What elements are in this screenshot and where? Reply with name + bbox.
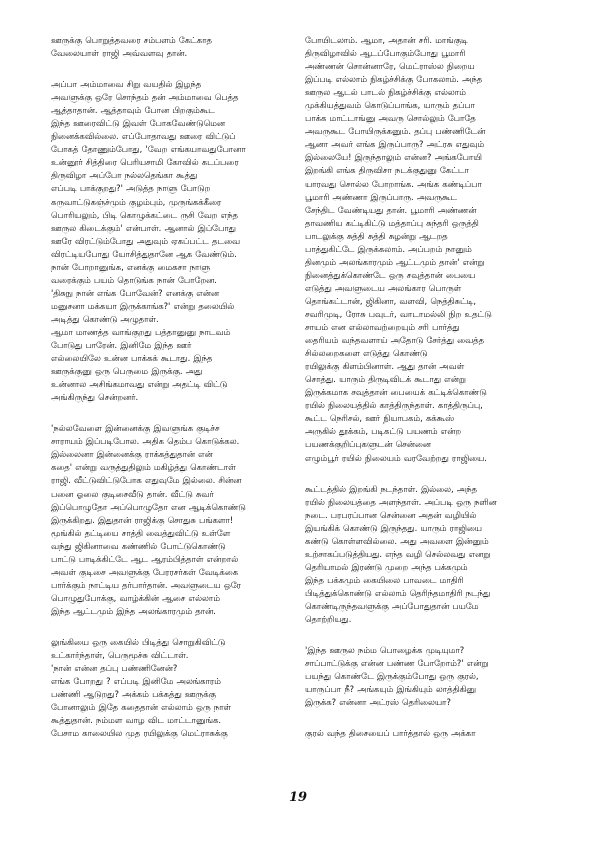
text-line: அவள் குடிசை அவளுக்கு பேரரசர்கள் வேடிக்கை — [51, 566, 239, 577]
text-line: 'நான் என்ன தப்பு பண்ணினேன்? — [51, 663, 178, 674]
text-line: எல்லையிலே உன்ன பாக்கக் கூடாது. இந்த — [51, 353, 213, 364]
text-line: எப்படி பாக்குறது?' அடுத்த நாளு போடுற — [51, 183, 211, 194]
text-line: ரயிலுக்கு கிளம்பினாள். ஆது தான் அவள் — [305, 361, 465, 372]
text-line: வந்து ஜிகினாவை கண்ணில் போட்டுகொண்டு — [51, 540, 226, 551]
text-line: ஊருல ஆடல் பாடல் நிகழ்ச்சிக்கு எல்லாம் — [305, 87, 466, 98]
text-line: சவரிமுடி, ரோசு பவுடர், வாடாமல்லி நிற உதட்டு — [305, 308, 492, 319]
text-line: யாரவது சொல்ல போறாங்க. அங்க கண்டிப்பா — [305, 178, 482, 189]
text-line: இந்த பக்கமும் கையிலை பாவடை மாதிரி — [305, 574, 464, 585]
text-line: ஊருல கிடைக்கும்' என்பாள். ஆனால் இப்போது — [51, 222, 236, 233]
text-line: இருக்கமாக சவுத்தான் பையைக் கட்டிக்கொண்டு — [305, 387, 487, 398]
text-line: சாப்பாட்டுக்கு என்ன பண்ண போறோம்?' என்று — [305, 658, 489, 669]
text-line: நினைக்கவில்லை. எப்போதாவது ஊரை விட்டுப் — [51, 131, 236, 142]
text-line: நடை. பரபரப்பான சென்னை அதன் வழியில் — [305, 509, 477, 520]
text-line: கண்டு கொள்ளவில்லை. அது அவளை இன்னும் — [305, 535, 489, 546]
text-line: அண்ணன் சொன்னாரே, மெட்ராஸ்ல நிறைய — [305, 61, 475, 72]
text-line: வரைக்கும் பயம் தொடுங்க நான் போறேன. — [51, 274, 217, 285]
right-paragraph — [305, 644, 560, 709]
text-line: ஊருக்கு பொறுத்தவரை சம்பளம் கேட்காத — [51, 35, 212, 45]
text-line: பாட்டு பாடிக்கிட்டே ஆட ஆரம்பித்தாள் என்றால் — [51, 553, 239, 564]
text-line: தெரியாமல் இரண்டு முறை அந்த பக்கமும் — [305, 561, 468, 572]
text-line: தினமும் அலங்காரமும் ஆட்டமும் தான்' என்று — [305, 256, 485, 267]
text-line: தொங்கட்டான், ஜிகினா, வளவி, நெத்திசுட்டி, — [305, 295, 476, 306]
text-line: இருக்கிறது. இதுதான் ராஜிக்கு சொதுசு பங்களா! — [51, 514, 234, 525]
text-line: சில்லறைகளை எடுத்து கொண்டு — [305, 348, 428, 359]
text-line: எழும்பூர் ரயில் நிலையம் வரவேற்றது ராஜியை. — [305, 452, 487, 463]
text-line: அவளுக்கு ஒரே சொந்தம் தன் அம்மாவை பெத்த — [51, 92, 239, 103]
text-line: சேந்திட வேண்டியது தான். பூமாரி அண்ணன் — [305, 204, 477, 215]
text-line: ஆத்தாதான். ஆத்தாவும் போன பிறகும்கூட — [51, 105, 215, 116]
text-line: இந்த ஆட்டமும் இந்த அலங்காரமும் தான். — [51, 605, 216, 616]
text-line: பிடித்துக்கொண்டு எல்லாம் தெரிந்தமாதிரி நடந்து — [305, 587, 491, 598]
text-line: இந்த ஊரைவிட்டு இவள் போகவேண்டுமென — [51, 118, 226, 129]
text-line: எடுத்து அவளுடைய அலங்கார பொருள் — [305, 282, 462, 293]
text-line: போடுது பாரேன். இனிமே இந்த ஊர் — [51, 340, 192, 351]
left-paragraph — [51, 636, 306, 740]
text-line: யாருப்பா நீ? அங்கயும் இங்கியும் லாத்திகினு — [305, 684, 477, 695]
text-line: போகத் தோணும்போது, 'வேற எங்கயாவதுபோனா — [51, 144, 246, 155]
text-line: ஆமா மாணத்த வாங்குறது பத்தானுனு நாடவம் — [51, 326, 231, 337]
text-line: பேசாம காலையில முத ரயிலுக்கு மெட்ராசுக்கு — [51, 728, 228, 739]
text-line: சொத்து. யாரும் திருடிவிடக் கூடாது என்று — [305, 374, 466, 385]
text-line: ஆனா அவர் எங்க இருப்பாரு? அட்ரசு எதுவும் — [305, 139, 485, 150]
right-paragraph — [305, 727, 560, 740]
text-line: லுங்கியை ஒரு கையில் பிடித்து சொறுகிவிட்டு — [51, 636, 226, 647]
text-line: கூத்துதான். நம்மள வாழ விட மாட்டானுங்க. — [51, 715, 222, 726]
right-paragraph — [305, 483, 560, 627]
text-line: குரல் வந்த திசையைப் பார்த்தால் ஒரு அக்கா — [305, 728, 476, 739]
text-line: உற்சாகப்படுத்தியது. எந்த வழி செல்லவது எனறு — [305, 548, 491, 559]
left-paragraph — [51, 34, 306, 60]
text-line: உன்னூர் சித்திரை பெரியசாமி கோவில் கடப்பரை — [51, 157, 239, 168]
text-line: பாடலுக்கு சுத்தி சுத்தி சுழன்று ஆடறத — [305, 230, 448, 241]
text-line: நினைத்துக்கொண்டே ஒரு சவுத்தான் பையை — [305, 269, 476, 280]
text-line: நான் போறானுங்க, எனக்கு மைகசா நாளு — [51, 261, 211, 272]
text-line: பார்க்கும் நாட்டிய தர்பார்தான். அவளுடைய ஒரே — [51, 579, 241, 590]
text-line: சாராயம் இப்படிபோல. அதிக தெம்ப கொடுக்கல. — [51, 436, 240, 447]
text-line: இப்படி எல்லாம் நிகழ்ச்சிக்கு போகலாம். அந்த — [305, 74, 483, 85]
text-line: வேலையாள் ராஜி அவ்வளவு தான். — [51, 48, 188, 59]
text-line: பயணக்குறிப்புகளுடன் சென்னை — [305, 439, 431, 450]
left-paragraph — [51, 422, 306, 618]
right-paragraph — [305, 34, 560, 465]
text-line: கருவாட்டுகஞ்ச்மும் குழம்பும், முருங்கக்கீரை — [51, 196, 222, 207]
text-line: எங்க போறது ? எப்படி இனிமே அலங்காரம் — [51, 676, 221, 687]
text-line: 'திசுநு நான் எங்க போவேன்? எனக்கு என்ன — [51, 287, 220, 298]
text-line: திருவிழாவில் ஆடப்போகும்போது பூமாரி — [305, 48, 466, 59]
text-line: கதை' என்று வருத்துதிலும் மகிழ்த்து கொண்டாள் — [51, 462, 236, 473]
text-line: ரயில் நிலையத்தில் காத்திருந்தாள். காத்திருப்பு, — [305, 400, 483, 411]
text-line: பூமாரி அண்ணா இருப்பாரு. அவருகூட — [305, 191, 458, 202]
text-line: ஊரே விரட்டும்போது அதுவும் ஏகப்பட்ட தடவை — [51, 235, 241, 246]
text-line: முக்கியத்துவம் கொடுப்பாங்க, யாரும் தப்பா — [305, 100, 475, 111]
text-line: கூட்டத்தில் இறங்கி நடந்தாள். இல்லை, அந்த — [305, 483, 477, 494]
text-line: இறங்கி எங்க திருவிசா நடக்குதுனு கேட்டா — [305, 165, 469, 176]
text-line: ஊருக்குனு ஒரு பெருமை இருக்கு. அது — [51, 366, 203, 377]
text-line: அருகில் தூக்கம், படிகட்டு பயணம் என்ற — [305, 426, 462, 437]
text-line: கொண்டிருந்தவளுக்கு அப்போதுதான் பயமே — [305, 600, 479, 611]
text-line: போனாலும் இதே கதைதான் எல்லாம் ஒரு நாள் — [51, 702, 232, 713]
text-line: விரட்டியபோது யோசித்துதானே ஆக வேண்டும். — [51, 248, 237, 259]
text-line: பொழுதுபோக்கு, வாழ்க்கின் ஆசை எல்லாம் — [51, 592, 220, 603]
left-column — [51, 34, 306, 740]
left-paragraph — [51, 78, 306, 404]
text-line: பண்ணி ஆடுறது? அக்கம் பக்கத்து ஊருக்கு — [51, 689, 216, 700]
right-column — [305, 34, 560, 740]
text-line: 'இந்த ஊருல நம்ம பொழைக்க முடியுமா? — [305, 645, 465, 656]
text-line: பாத்துகிட்டே இருக்கலாம். அப்பறம் நானும் — [305, 243, 472, 254]
text-line: போயிடலாம். ஆமா, அதான் சரி. மாங்குடி — [305, 35, 468, 45]
text-line: இயங்கிக் கொண்டு இருந்தது. யாரும் ராஜியை — [305, 522, 482, 533]
text-line: மனுசனா மக்கயா இருக்காங்க?' என்று தலையில் — [51, 300, 235, 311]
text-line: உட்கார்ந்தாள், பெருமூச்சு விட்டாள். — [51, 650, 189, 661]
text-line: பயந்து கொண்டே இருக்கும்போது ஒரு குரல், — [305, 671, 479, 682]
text-line: அடித்து கொண்டு அழுதாள். — [51, 313, 159, 324]
text-line: பாக்க மாட்டாங்னு அவரு சொல்லும் போதே — [305, 113, 476, 124]
text-line: சாயம் என எல்லாவற்றையும் சரி பார்த்து — [305, 322, 460, 333]
text-line: ராஜி. வீட்டுவிட்டுபோக எதுவுமே இல்லை. சின்ன — [51, 475, 242, 486]
text-line: அப்பா அம்மாவை சிறு வயதில் இழந்த — [51, 79, 202, 90]
text-line: அங்கிருந்து சென்றனர். — [51, 392, 139, 403]
page-number: 19 — [288, 790, 308, 805]
text-line: தைரியம் வந்தவளாய் அதோடு சேர்த்து வைத்த — [305, 335, 485, 346]
text-line: பனை ஓலை குடிசைவீடு தான். வீட்டு சுவர் — [51, 488, 214, 499]
text-line: மூங்கில் தட்டியை சாத்தி வைத்துவிட்டு உள்ளே — [51, 527, 231, 538]
text-line: ரயில் நிலையத்தை அளந்தாள். அப்படி ஒரு நளின — [305, 496, 497, 507]
text-line: உன்னால அசிங்கமாவது என்று அதட்டி விட்டு — [51, 379, 228, 390]
text-line: இல்லைனா இன்னைக்கு ராக்கத்துதான் என் — [51, 449, 213, 460]
text-line: இல்லையே! இருந்தாலும் என்ன? அங்கபோயி — [305, 152, 482, 163]
text-line: இருக்க? என்னா அட்ரஸ் தெரிலையா? — [305, 697, 451, 708]
text-line: தாவணிய கட்டிகிட்டு மத்தாப்பு சுந்தரி ஒருத்தி — [305, 217, 479, 228]
text-line: அவருகூட போயிருக்கனும். தப்பு பண்ணிடேன் — [305, 126, 486, 137]
text-line: பொரியலும், பிடி கொழுக்கட்டை ருசி வேற எந்த — [51, 209, 238, 220]
text-line: திருவிழா அப்போ நல்லதெங்கா கூத்து — [51, 170, 198, 181]
text-line: கூட்ட நெரிசல், ஊர் நியாபகம், கக்கூஸ் — [305, 413, 455, 424]
text-line: இப்பொழுதோ அப்பொழுதோ என ஆடிக்கொண்டு — [51, 501, 246, 512]
text-line: 'நல்லவேளை இன்னைக்கு இவளுங்க குடிச்ச — [51, 423, 220, 434]
text-line: தொற்றியது. — [305, 614, 352, 625]
